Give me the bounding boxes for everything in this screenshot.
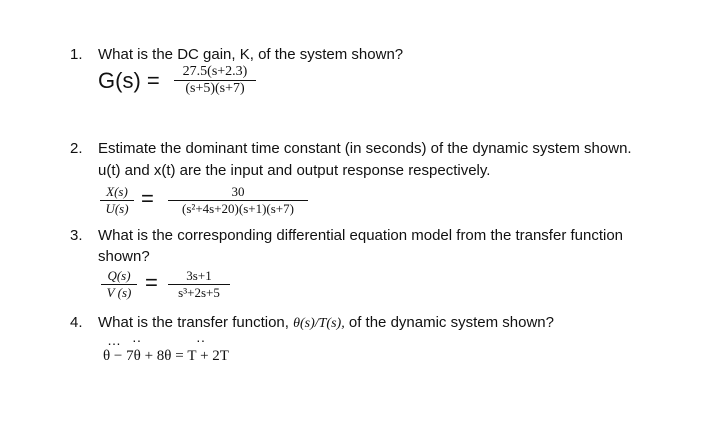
q1-number: 1. <box>70 46 83 63</box>
q4-question <box>98 314 554 332</box>
q2-line2: u(t) and x(t) are the input and output response respectively. <box>98 162 491 179</box>
q3-lhs-denominator: V (s) <box>106 285 132 300</box>
q4-double-dot-1: ·· <box>132 332 142 348</box>
q3-numerator: 3s+1 <box>186 268 212 283</box>
q2-denominator: (s²+4s+20)(s+1)(s+7) <box>182 201 294 216</box>
q2-equals: = <box>141 186 154 211</box>
q3-equals: = <box>145 270 158 295</box>
q2-transfer-function <box>168 184 308 217</box>
q1-denominator: (s+5)(s+7) <box>185 81 245 96</box>
q4-transfer-notation: θ(s)/T(s), <box>293 316 345 331</box>
q3-denominator: s³+2s+5 <box>178 285 220 300</box>
q4-differential-equation: θ − 7θ + 8θ = T + 2T <box>103 348 229 364</box>
q2-lhs-numerator: X(s) <box>106 184 128 199</box>
q1-lhs: G(s) = <box>98 68 160 93</box>
q2-lhs-fraction <box>100 184 134 217</box>
q1-numerator: 27.5(s+2.3) <box>182 64 248 79</box>
q3-line1: What is the corresponding differential equation model from the transfer function <box>98 227 624 244</box>
q3-lhs-numerator: Q(s) <box>107 268 131 283</box>
q4-double-dot-2: ·· <box>196 332 206 348</box>
q2-lhs-denominator: U(s) <box>105 201 129 216</box>
q4-triple-dot: … <box>107 332 121 348</box>
q2-line1: Estimate the dominant time constant (in seconds) of the dynamic system shown. <box>98 140 632 157</box>
q4-text-before: What is the transfer function, <box>98 314 289 331</box>
q3-transfer-function <box>168 268 230 301</box>
q4-text-after: of the dynamic system shown? <box>348 314 554 331</box>
q3-line2: shown? <box>98 248 150 265</box>
q1-transfer-function <box>174 64 256 97</box>
q2-numerator: 30 <box>231 184 245 199</box>
q2-number: 2. <box>70 140 83 157</box>
q3-lhs-fraction <box>101 268 137 301</box>
q3-number: 3. <box>70 227 83 244</box>
q4-number: 4. <box>70 314 83 331</box>
q1-question-text: What is the DC gain, K, of the system shown? <box>98 46 404 63</box>
